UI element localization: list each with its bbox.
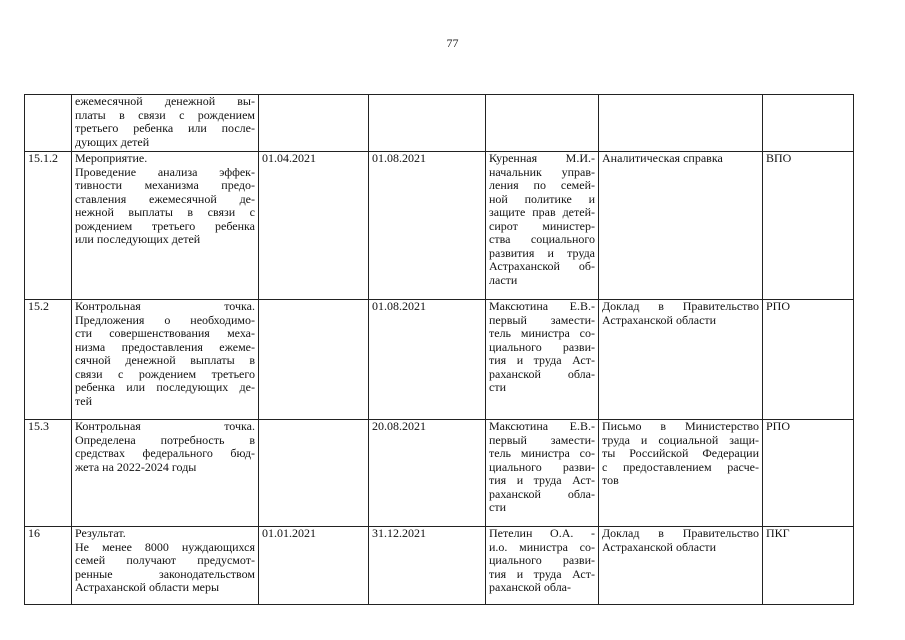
responsible-cell-line: и.о. министра со-: [489, 539, 595, 554]
page-number: 77: [446, 36, 459, 50]
item-number-cell: 15.1.2: [25, 152, 72, 300]
end-date-cell: 01.08.2021: [369, 300, 486, 420]
responsible-cell-line: тель министра со-: [489, 326, 595, 340]
item-name-cell-line: Контрольная точка.: [75, 299, 255, 313]
document-cell-line: Письмо в Министерство: [602, 419, 759, 433]
responsible-cell-line: тель министра со-: [489, 446, 595, 460]
document-cell-line: труда и социальной защи-: [602, 432, 759, 447]
responsible-cell-line: Петелин О.А. -: [489, 526, 595, 540]
item-name-cell-line: дующих детей: [75, 134, 150, 149]
item-name-cell-line: Не менее 8000 нуждающихся: [75, 539, 255, 554]
responsible-cell-line: циального разви-: [489, 459, 595, 474]
item-name-cell-line: сти совершенствования меха-: [75, 326, 255, 340]
item-number-cell: [25, 95, 72, 152]
control-level-cell: РПО: [763, 420, 854, 527]
table-row: [25, 527, 854, 605]
start-date-cell: 01.04.2021: [259, 152, 369, 300]
item-name-cell-line: ребенка или последующих де-: [75, 380, 255, 394]
document-cell: [599, 420, 763, 527]
item-number-cell: 16: [25, 527, 72, 605]
document-cell: [599, 95, 763, 152]
table-row: [25, 152, 854, 300]
start-date-cell: [259, 95, 369, 152]
responsible-cell-line: развития и труда: [489, 245, 595, 260]
responsible-cell-line: тия и труда Аст-: [489, 473, 595, 487]
table-row: [25, 300, 854, 420]
responsible-cell-line: раханской обла-: [489, 366, 595, 381]
responsible-cell-line: Максютина Е.В.-: [489, 419, 595, 433]
item-name-cell: [72, 527, 259, 605]
item-name-cell-line: или последующих детей: [75, 232, 201, 246]
item-name-cell: [72, 152, 259, 300]
responsible-cell: [486, 152, 599, 300]
responsible-cell-line: тия и труда Аст-: [489, 566, 595, 581]
start-date-cell: 01.01.2021: [259, 527, 369, 605]
responsible-cell-line: сирот министер-: [489, 218, 595, 233]
responsible-cell: [486, 420, 599, 527]
control-level-cell: ВПО: [763, 152, 854, 300]
plan-table: [24, 94, 854, 605]
control-level-cell: ПКГ: [763, 527, 854, 605]
responsible-cell-line: начальник управ-: [489, 164, 595, 179]
item-name-cell-line: ренные законодательством: [75, 566, 255, 581]
end-date-cell: 31.12.2021: [369, 527, 486, 605]
item-name-cell-line: Астраханской области меры: [75, 580, 220, 594]
item-number-cell: 15.2: [25, 300, 72, 420]
document-cell-line: с предоставлением расче-: [602, 459, 759, 474]
item-name-cell-line: Проведение анализа эффек-: [75, 164, 255, 179]
responsible-cell-line: ления по семей-: [489, 178, 595, 192]
responsible-cell-line: защите прав детей-: [489, 205, 595, 219]
responsible-cell-line: Астраханской об-: [489, 259, 595, 273]
item-name-cell-line: Определена потребность в: [75, 432, 255, 447]
responsible-cell-line: Максютина Е.В.-: [489, 299, 595, 313]
responsible-cell-line: циального разви-: [489, 339, 595, 354]
responsible-cell-line: сти: [489, 380, 506, 394]
item-name-cell-line: ставления ежемесячной де-: [75, 191, 255, 206]
item-name-cell-line: сячной денежной выплаты в: [75, 353, 255, 367]
responsible-cell: [486, 527, 599, 605]
responsible-cell-line: ства социального: [489, 232, 595, 246]
document-cell-line: Доклад в Правительство: [602, 526, 759, 540]
item-number-cell: 15.3: [25, 420, 72, 527]
responsible-cell-line: первый замести-: [489, 312, 595, 327]
item-name-cell-line: тивности механизма предо-: [75, 178, 255, 192]
document-cell: [599, 527, 763, 605]
responsible-cell: [486, 95, 599, 152]
item-name-cell-line: ежемесячной денежной вы-: [75, 94, 255, 108]
responsible-cell-line: Куренная М.И.-: [489, 151, 595, 165]
item-name-cell-line: жета на 2022-2024 годы: [75, 459, 197, 474]
responsible-cell-line: раханской обла-: [489, 580, 572, 594]
item-name-cell: [72, 300, 259, 420]
item-name-cell-line: платы в связи с рождением: [75, 107, 255, 122]
document-cell-line: тов: [602, 473, 619, 487]
document-cell: [599, 152, 763, 300]
responsible-cell-line: раханской обла-: [489, 486, 595, 501]
item-name-cell-line: третьего ребенка или после-: [75, 121, 255, 135]
document-cell-line: Доклад в Правительство: [602, 299, 759, 313]
responsible-cell: [486, 300, 599, 420]
responsible-cell-line: циального разви-: [489, 553, 595, 567]
start-date-cell: [259, 420, 369, 527]
responsible-cell-line: тия и труда Аст-: [489, 353, 595, 367]
responsible-cell-line: ласти: [489, 272, 518, 287]
item-name-cell-line: Контрольная точка.: [75, 419, 255, 433]
responsible-cell-line: первый замести-: [489, 432, 595, 447]
item-name-cell-line: связи с рождением третьего: [75, 366, 255, 381]
item-name-cell-line: средствах федерального бюд-: [75, 446, 255, 460]
document-cell: [599, 300, 763, 420]
table-row: [25, 95, 854, 152]
end-date-cell: 01.08.2021: [369, 152, 486, 300]
end-date-cell: 20.08.2021: [369, 420, 486, 527]
document-cell-line: ты Российской Федерации: [602, 446, 759, 460]
document-cell-line: Астраханской области: [602, 312, 717, 327]
item-name-cell-line: тей: [75, 393, 92, 408]
item-name-cell-line: Результат.: [75, 526, 126, 540]
item-name-cell-line: Мероприятие.: [75, 151, 148, 165]
item-name-cell-line: семей получают предусмот-: [75, 553, 255, 567]
responsible-cell-line: ной политике и: [489, 191, 595, 206]
end-date-cell: [369, 95, 486, 152]
item-name-cell: [72, 420, 259, 527]
item-name-cell-line: нежной выплаты в связи с: [75, 205, 255, 219]
control-level-cell: РПО: [763, 300, 854, 420]
table-row: [25, 420, 854, 527]
item-name-cell-line: низма предоставления ежеме-: [75, 339, 255, 354]
control-level-cell: [763, 95, 854, 152]
item-name-cell-line: Предложения о необходимо-: [75, 312, 255, 327]
document-cell-line: Астраханской области: [602, 539, 717, 554]
plan-table-body: [25, 95, 854, 605]
item-name-cell-line: рождением третьего ребенка: [75, 218, 255, 233]
start-date-cell: [259, 300, 369, 420]
document-cell-line: Аналитическая справка: [602, 151, 723, 165]
item-name-cell: [72, 95, 259, 152]
responsible-cell-line: сти: [489, 500, 506, 514]
